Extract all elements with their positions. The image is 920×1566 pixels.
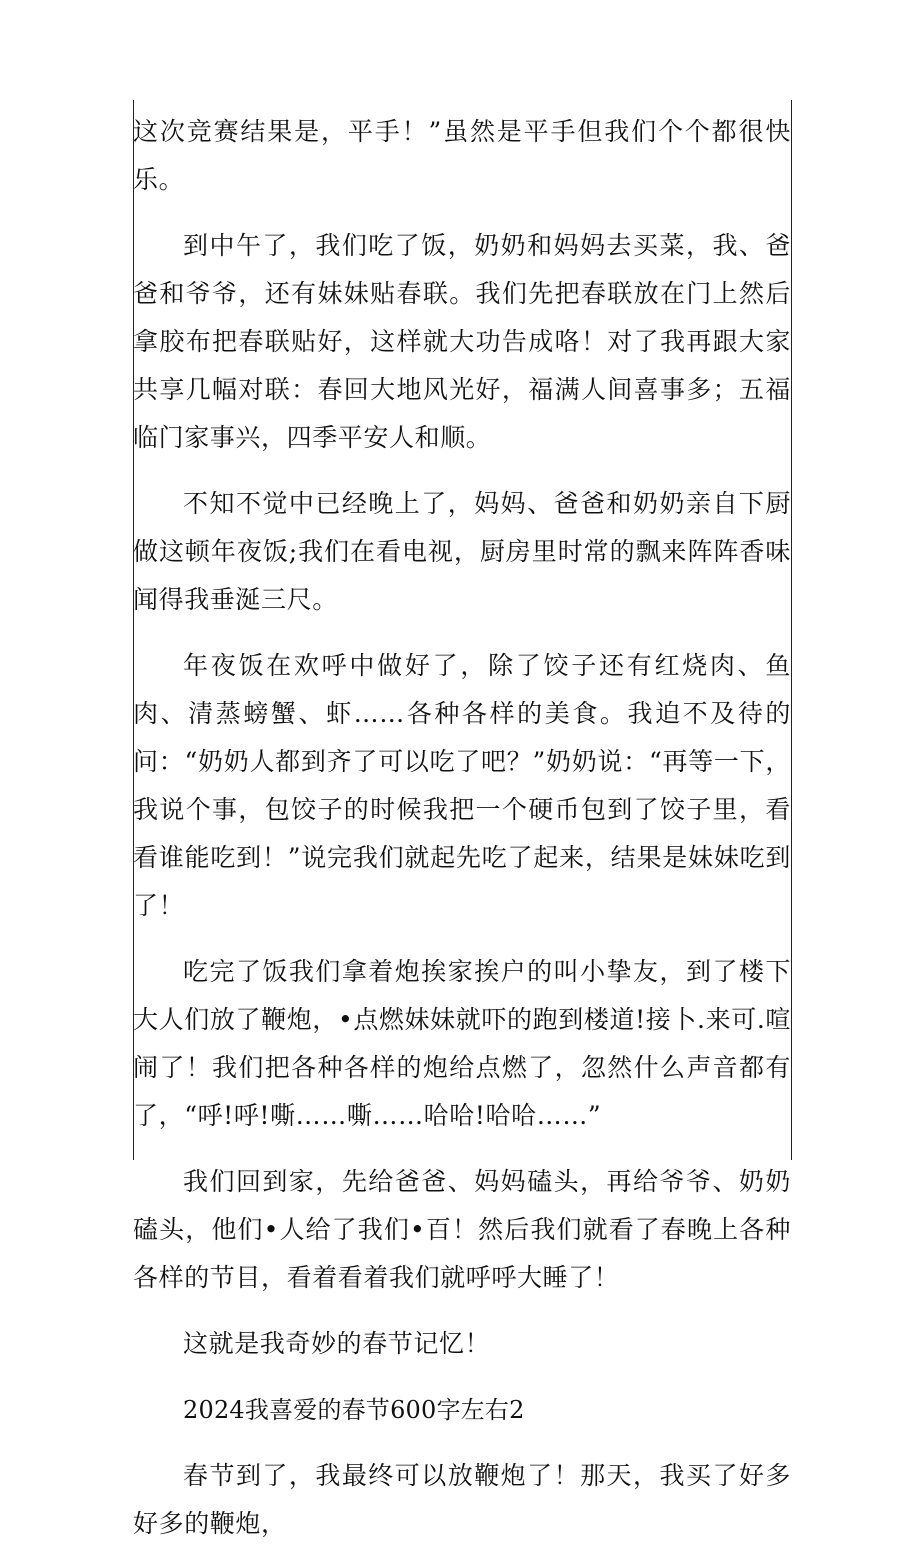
- paragraph-4: 年夜饭在欢呼中做好了，除了饺子还有红烧肉、鱼肉、清蒸螃蟹、虾……各种各样的美食。我迫不及待的问：“奶奶人都到齐了可以吃了吧？”奶奶说：“再等一下，我说个事，包饺子的时候我把一个硬币包到了饺子里，看看谁能吃到！”说完我们就起先吃了起来，结果是妹妹吃到了！: [133, 651, 791, 920]
- paragraph-6: 我们回到家，先给爸爸、妈妈磕头，再给爷爷、奶奶磕头，他们•人给了我们•百！然后我们就看了春晚上各种各样的节目，看着看着我们就呼呼大睡了！: [133, 1167, 791, 1292]
- paragraph-3: 不知不觉中已经晚上了，妈妈、爸爸和奶奶亲自下厨做这顿年夜饭;我们在看电视，厨房里时常的飘来阵阵香味闻得我垂涎三尺。: [133, 489, 791, 614]
- right-border-line: [791, 100, 792, 1160]
- paragraph-7: 这就是我奇妙的春节记忆！: [183, 1329, 491, 1358]
- paragraph-1: 这次竞赛结果是，平手！”虽然是平手但我们个个都很快乐。: [133, 117, 791, 194]
- paragraph-8: 春节到了，我最终可以放鞭炮了！那天，我买了好多好多的鞭炮，: [133, 1461, 791, 1538]
- paragraph-2: 到中午了，我们吃了饭，奶奶和妈妈去买菜，我、爸爸和爷爷，还有妹妹贴春联。我们先把春联放在门上然后拿胶布把春联贴好，这样就大功告成咯！对了我再跟大家共享几幅对联：春回大地风光好，福满人间喜事多；五福临门家事兴，四季平安人和顺。: [133, 231, 791, 452]
- paragraph-5: 吃完了饭我们拿着炮挨家挨户的叫小挚友，到了楼下大人们放了鞭炮，•点燃妹妹就吓的跑到楼道!接卜.来可.喧闹了！我们把各种各样的炮给点燃了，忽然什么声音都有了，“呼!呼!嘶……嘶……哈哈!哈哈……”: [133, 957, 791, 1130]
- essay-heading: 2024我喜爱的春节600字左右2: [183, 1396, 525, 1424]
- document-body: [133, 108, 791, 1566]
